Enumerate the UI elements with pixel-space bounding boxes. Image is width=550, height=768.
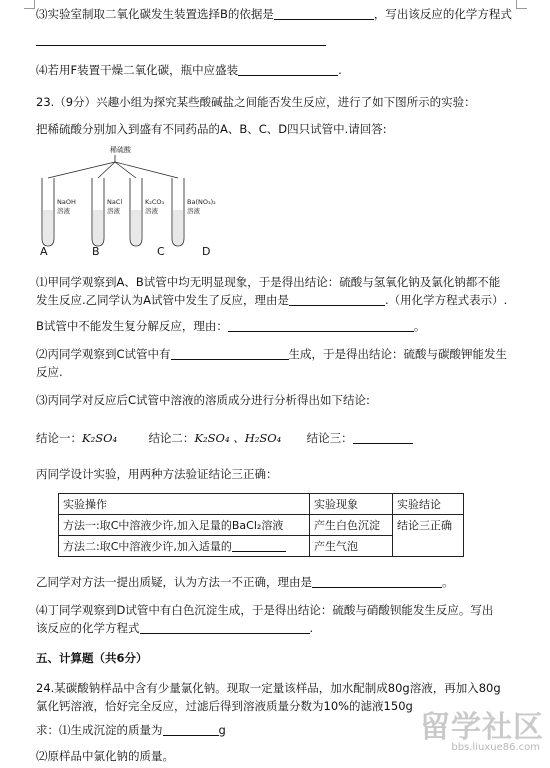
test-tube-c — [130, 178, 142, 246]
tube-b-reagent: NaCl — [107, 198, 123, 206]
section5-heading: 五、计算题（共6分） — [36, 651, 148, 665]
answer-blank[interactable] — [289, 293, 385, 306]
tube-letter-b: B — [92, 245, 100, 258]
conclusion1-formula: K₂SO₄ — [82, 431, 118, 445]
diagram-top-label: 稀硫酸 — [110, 146, 131, 154]
tube-b-reagent-sub: 溶液 — [107, 207, 120, 215]
table-cell-observation: 产生气泡 — [310, 536, 393, 557]
q23-p1-reason-text: B试管中不能发生复分解反应，理由： — [36, 319, 228, 333]
test-tube-a — [42, 178, 54, 246]
q23-doubt-text: 乙同学对方法一提出质疑，认为方法一不正确，理由是 — [36, 575, 312, 589]
q23-p1-reason-end: 。 — [413, 319, 426, 333]
arrow-to-a — [48, 162, 115, 178]
answer-blank[interactable] — [238, 63, 338, 76]
table-cell-conclusion: 结论三正确 — [393, 515, 464, 557]
answer-blank[interactable] — [312, 575, 442, 588]
q23-p2-text: ⑵丙同学观察到C试管中有 — [36, 347, 171, 361]
q23-title: 23.（9分）兴趣小组为探究某些酸碱盐之间能否发生反应，进行了如下图所示的实验： — [36, 95, 476, 109]
watermark-url: bbs.liuxue86.com — [451, 742, 540, 753]
table-header-row — [59, 494, 464, 515]
watermark-logo-text: 留学社区 — [420, 710, 544, 745]
table-row — [59, 515, 464, 536]
conclusion2-label: 结论二： — [148, 431, 195, 445]
conclusion1-label: 结论一： — [36, 431, 82, 445]
arrow-to-b — [98, 162, 115, 178]
arrow-to-d — [115, 162, 178, 178]
q23-p3-line1: ⑶丙同学对反应后C试管中溶液的溶质成分进行分析得出如下结论: — [36, 393, 370, 407]
q23-p2-text-b: 生成，于是得出结论：硫酸与碳酸钾能发生 — [288, 347, 508, 361]
test-tube-d — [172, 178, 184, 246]
q23-conclusions — [36, 430, 413, 446]
q24-line2: 氯化钙溶液，恰好完全反应，过滤后得到溶液质量分数为10%的滤液150g — [36, 699, 413, 713]
q24-ask1-unit: g — [218, 723, 226, 737]
q23-design-intro: 丙同学设计实验，用两种方法验证结论三正确： — [36, 467, 278, 481]
q23-p4-text: 该反应的化学方程式 — [36, 621, 140, 635]
test-tube-b — [92, 178, 104, 246]
tube-letter-a: A — [40, 245, 48, 258]
table-header-operation: 实验操作 — [59, 494, 310, 515]
q24-ask1-text: 求：⑴生成沉淀的质量为 — [36, 723, 163, 737]
table-cell-operation-text: 方法二:取C中溶液少许,加入适量的 — [63, 540, 232, 553]
q22-part4-end: . — [338, 63, 342, 77]
q22-part3-text-b: ，写出该反应的化学方程式 — [373, 7, 512, 21]
answer-blank[interactable] — [140, 621, 310, 634]
tube-d-reagent-sub: 溶液 — [187, 207, 200, 215]
q24-ask2: ⑵原样品中氯化钠的质量。 — [36, 749, 174, 763]
answer-blank[interactable] — [274, 7, 374, 20]
table-header-observation: 实验现象 — [310, 494, 393, 515]
answer-blank[interactable] — [171, 347, 289, 360]
tube-a-reagent: NaOH — [57, 198, 76, 206]
conclusion2-formula: K₂SO₄ 、H₂SO₄ — [194, 431, 282, 445]
answer-blank[interactable] — [228, 319, 414, 332]
answer-blank[interactable] — [353, 431, 413, 444]
q23-p1-line3 — [36, 318, 425, 334]
table-header-conclusion: 实验结论 — [393, 494, 464, 515]
q24-ask1 — [36, 722, 226, 738]
q22-part3-text: ⑶实验室制取二氧化碳发生装置选择B的依据是 — [36, 7, 274, 21]
experiment-table — [58, 493, 464, 557]
test-tube-diagram — [30, 140, 230, 262]
q23-intro: 把稀硫酸分别加入到盛有不同药品的A、B、C、D四只试管中.请回答: — [36, 122, 387, 136]
tube-letter-d: D — [202, 245, 211, 258]
q22-part3-equation-line — [36, 32, 326, 48]
q22-part4-text: ⑷若用F装置干燥二氧化碳，瓶中应盛装 — [36, 63, 239, 77]
table-cell-observation: 产生白色沉淀 — [310, 515, 393, 536]
q22-part4-line — [36, 62, 342, 78]
q23-p1-text: 发生反应.乙同学认为A试管中发生了反应，理由是 — [36, 293, 290, 307]
answer-blank[interactable] — [36, 33, 326, 46]
q23-p4-line2 — [36, 620, 313, 636]
answer-blank[interactable] — [163, 723, 219, 736]
site-watermark — [414, 702, 544, 762]
table-cell-operation: 方法一:取C中溶液少许,加入足量的BaCl₂溶液 — [59, 515, 310, 536]
q24-line1: 24.某碳酸钠样品中含有少量氯化钠。现取一定量该样品，加水配制成80g溶液，再加入80g — [36, 681, 501, 695]
tube-letter-c: C — [157, 245, 165, 258]
q23-p1-text-b: .（用化学方程式表示）. — [385, 293, 508, 307]
page-corner-mark-right — [516, 0, 527, 9]
tube-a-reagent-sub: 溶液 — [57, 207, 70, 215]
q23-p2-line2: 反应. — [36, 365, 63, 379]
q23-p4-end: . — [309, 621, 314, 635]
table-cell-operation — [59, 536, 310, 557]
q23-doubt-line — [36, 574, 454, 590]
tube-c-reagent-sub: 溶液 — [145, 207, 158, 215]
q23-p4-line1: ⑷丁同学观察到D试管中有白色沉淀生成，于是得出结论：硫酸与硝酸钡能发生反应。写出 — [36, 603, 494, 617]
q23-p1-line2 — [36, 292, 507, 308]
q23-p2-line1 — [36, 346, 507, 362]
conclusion3-label: 结论三： — [306, 431, 353, 445]
q23-doubt-end: 。 — [442, 575, 454, 589]
page-corner-mark-left — [24, 0, 35, 9]
q23-p1-line1: ⑴甲同学观察到A、B试管中均无明显现象，于是得出结论：硫酸与氢氧化钠及氯化钠都不能 — [36, 275, 501, 289]
tube-d-reagent: Ba(NO₃)₂ — [187, 198, 216, 206]
answer-blank[interactable] — [232, 539, 286, 552]
tube-c-reagent: K₂CO₃ — [145, 198, 165, 206]
q22-part3-line — [36, 6, 512, 22]
